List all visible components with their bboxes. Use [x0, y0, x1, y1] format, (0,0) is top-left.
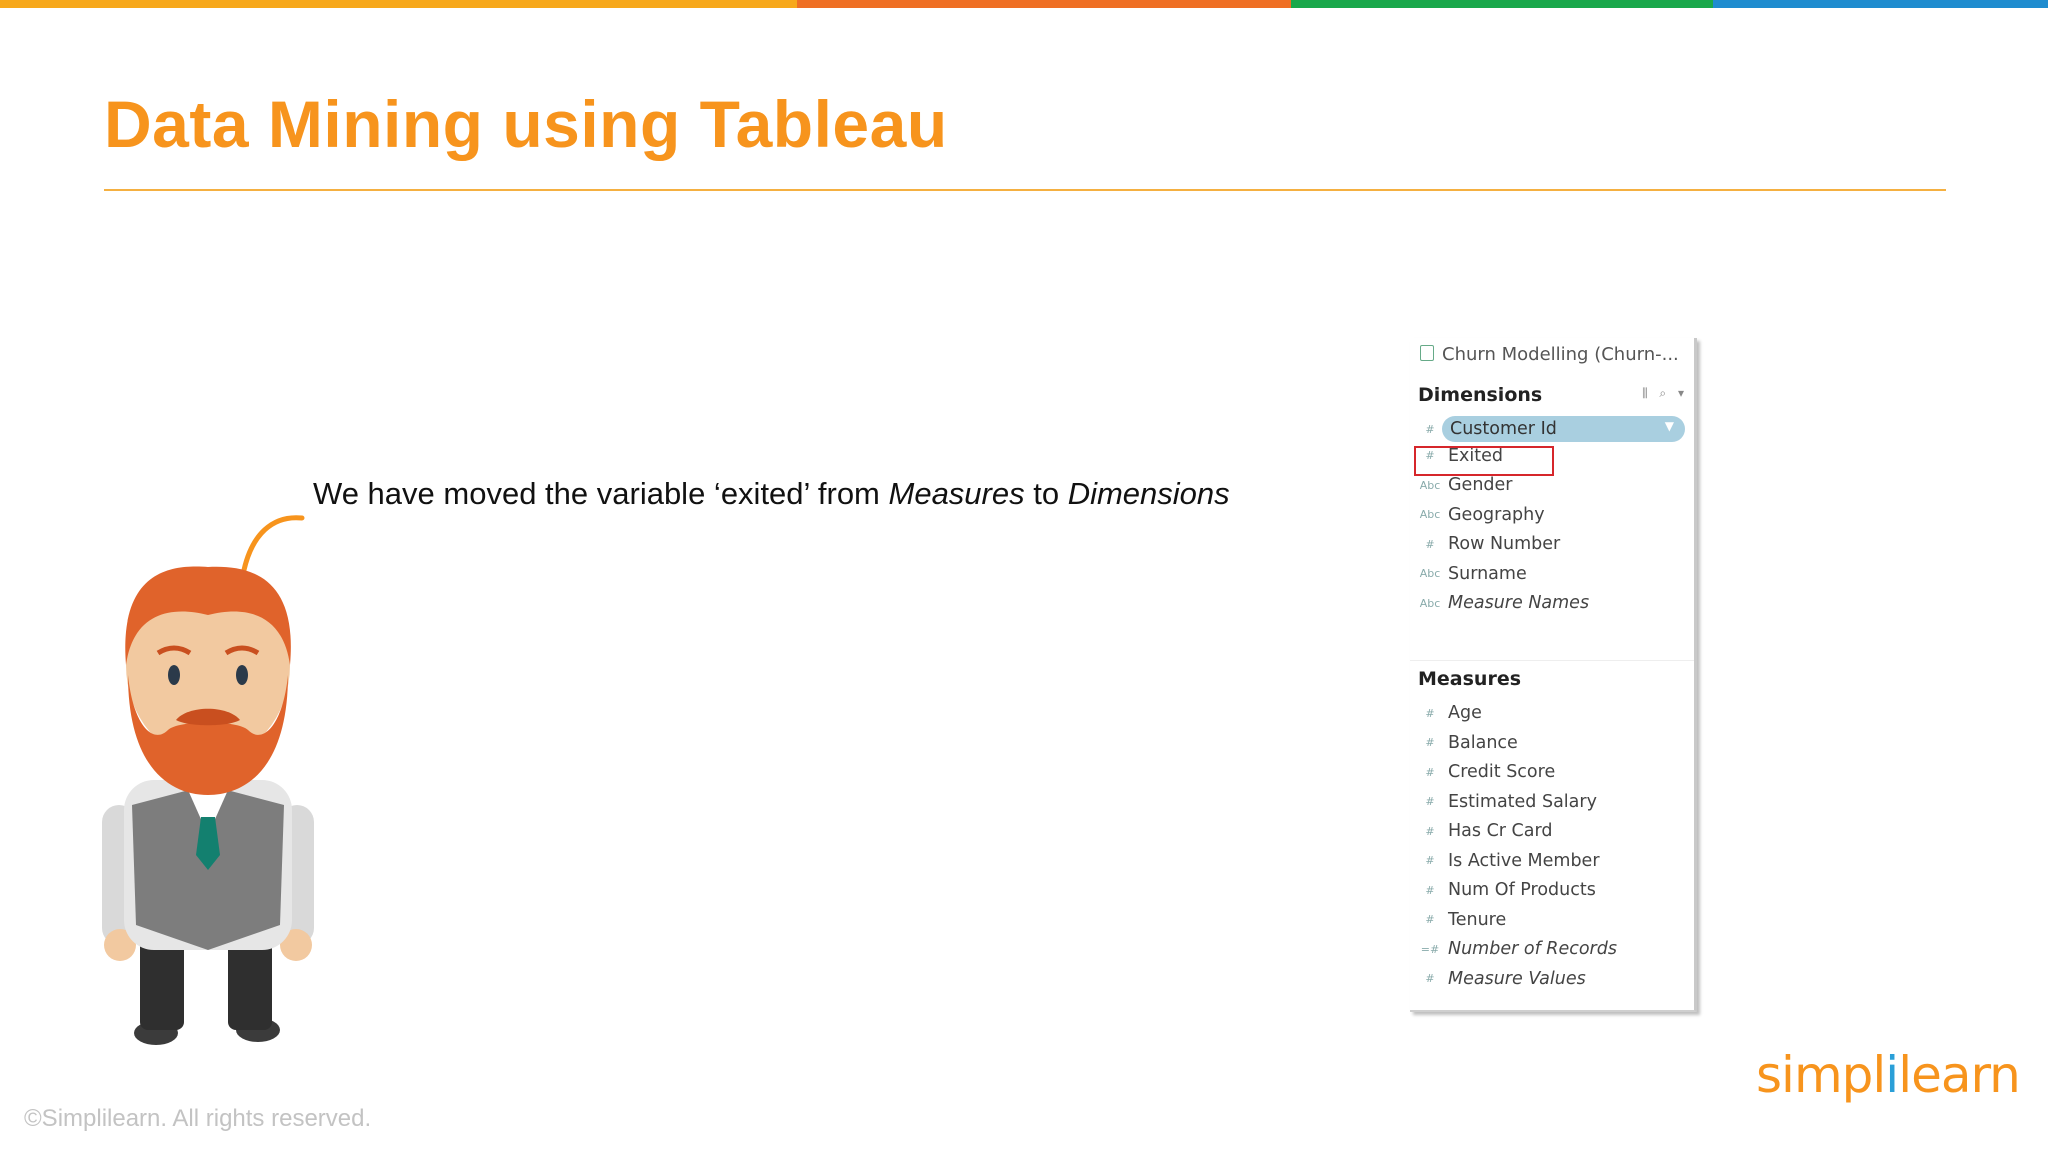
field-measure-values[interactable]	[1418, 969, 1688, 995]
field-label: Has Cr Card	[1448, 821, 1553, 841]
field-label: Is Active Member	[1448, 850, 1600, 871]
number-type-icon: #	[1425, 824, 1435, 838]
field-customer-id[interactable]	[1418, 416, 1688, 442]
number-type-icon: #	[1425, 854, 1435, 867]
field-label: Gender	[1448, 475, 1513, 495]
field-label: Balance	[1448, 732, 1518, 753]
number-type-icon: #	[1425, 883, 1435, 897]
field-dropdown-icon[interactable]: ▼	[1664, 419, 1674, 433]
number-type-icon: #	[1425, 972, 1435, 985]
number-type-icon: #	[1425, 913, 1435, 926]
datasource-icon	[1420, 345, 1434, 361]
section-divider	[1410, 660, 1694, 661]
field-age[interactable]	[1418, 703, 1688, 729]
number-type-icon: #	[1425, 706, 1435, 720]
field-label: Age	[1448, 703, 1482, 723]
field-label: Credit Score	[1448, 762, 1556, 782]
number-type-icon: #	[1425, 736, 1435, 749]
field-label: Row Number	[1448, 534, 1561, 554]
number-type-icon: #	[1425, 537, 1435, 551]
caption-text-2: to	[1024, 476, 1068, 511]
exited-highlight-box	[1414, 446, 1554, 476]
number-type-icon: #	[1425, 795, 1435, 808]
number-type-icon: =#	[1420, 942, 1440, 956]
field-credit-score[interactable]	[1418, 762, 1688, 788]
string-type-icon: Abc	[1419, 508, 1441, 521]
measures-header: Measures	[1418, 668, 1522, 690]
caption-dimensions: Dimensions	[1067, 476, 1230, 511]
top-color-bar	[0, 0, 2048, 8]
number-type-icon: #	[1425, 765, 1435, 779]
field-has-cr-card[interactable]	[1418, 821, 1688, 847]
dimensions-header: Dimensions	[1418, 384, 1543, 406]
field-surname[interactable]	[1418, 564, 1688, 590]
field-row-number[interactable]	[1418, 534, 1688, 560]
number-type-icon: #	[1425, 422, 1435, 436]
caption-text-1: We have moved the variable ‘exited’ from	[313, 476, 889, 511]
field-label: Measure Names	[1448, 593, 1590, 613]
field-is-active-member[interactable]	[1418, 851, 1688, 877]
string-type-icon: Abc	[1419, 478, 1441, 492]
caption-measures: Measures	[888, 476, 1025, 511]
number-type-icon: #	[1425, 449, 1435, 462]
field-label: Customer Id	[1442, 416, 1685, 442]
field-number-of-records[interactable]	[1418, 939, 1688, 965]
field-label: Tenure	[1448, 909, 1507, 930]
field-geography[interactable]	[1418, 505, 1688, 531]
field-label: Surname	[1448, 563, 1527, 584]
field-tenure[interactable]	[1418, 910, 1688, 936]
field-estimated-salary[interactable]	[1418, 792, 1688, 818]
string-type-icon: Abc	[1419, 596, 1441, 610]
tableau-data-pane	[1410, 338, 1697, 1012]
field-label: Num Of Products	[1448, 880, 1596, 900]
field-label: Geography	[1448, 504, 1545, 525]
datasource-name[interactable]: Churn Modelling (Churn-...	[1420, 344, 1679, 365]
field-label: Measure Values	[1448, 968, 1586, 989]
title-underline	[104, 189, 1946, 191]
field-measure-names[interactable]	[1418, 593, 1688, 619]
simplilearn-logo: simplilearn	[1756, 1046, 2020, 1104]
field-gender[interactable]	[1418, 475, 1688, 501]
field-label: Estimated Salary	[1448, 791, 1597, 812]
string-type-icon: Abc	[1419, 567, 1441, 580]
field-label: Exited	[1448, 445, 1504, 466]
field-label: Number of Records	[1448, 939, 1617, 959]
pane-tools-icons[interactable]: ⫼ ⌕ ▾	[1642, 386, 1688, 400]
bearded-man-character-illustration	[88, 505, 328, 1065]
field-balance[interactable]	[1418, 733, 1688, 759]
slide-caption	[313, 476, 1230, 512]
slide-title: Data Mining using Tableau	[104, 87, 948, 161]
field-num-of-products[interactable]	[1418, 880, 1688, 906]
copyright-notice: ©Simplilearn. All rights reserved.	[24, 1105, 372, 1132]
